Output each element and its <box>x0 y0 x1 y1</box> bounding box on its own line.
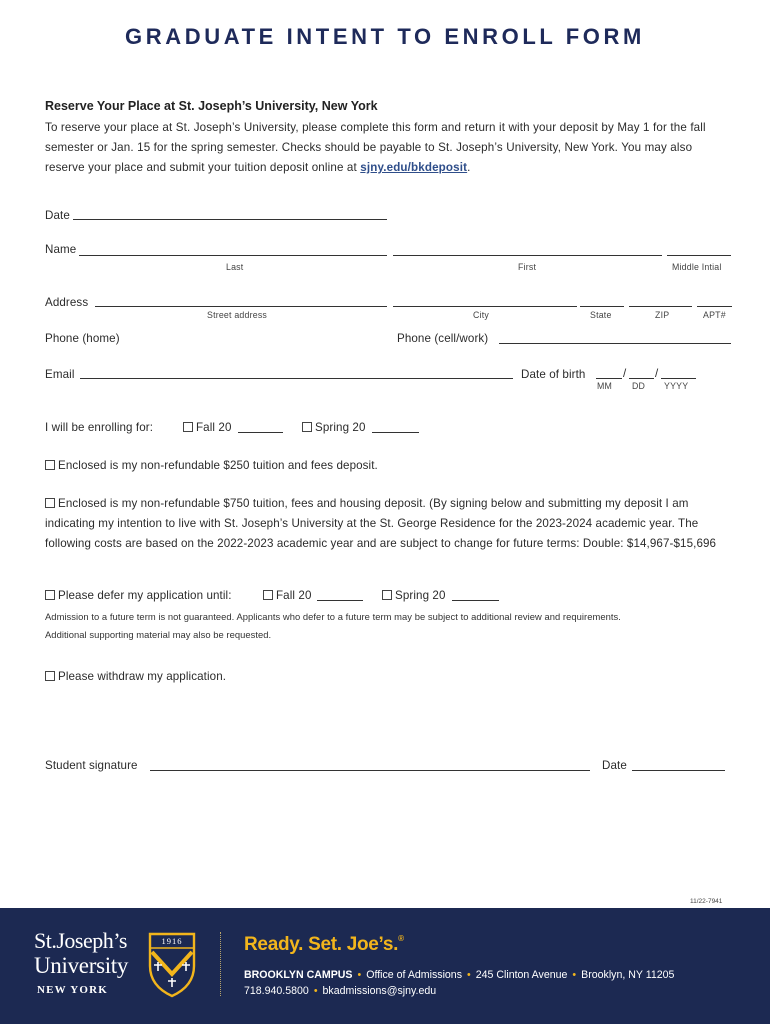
intro-text: To reserve your place at St. Joseph’s University, please complete this form and return it with your deposit by May 1 for the fall semester or Jan. 15 for the spring semester. Checks should be payable to St. Joseph’s University, New York. You may also reserve your place and submit your tuition deposit online at <box>45 121 706 174</box>
last-name-field[interactable] <box>79 255 387 256</box>
logo-line-3: NEW YORK <box>37 984 109 996</box>
office-name: Office of Admissions <box>366 969 462 981</box>
defer-fall-option[interactable] <box>263 589 312 602</box>
state-field[interactable] <box>580 306 624 307</box>
dob-slash-1: / <box>623 367 627 380</box>
checkbox-icon[interactable] <box>45 671 55 681</box>
defer-spring-option[interactable] <box>382 589 446 602</box>
deposit-250-option[interactable] <box>45 456 735 476</box>
withdraw-option[interactable] <box>45 670 226 683</box>
enroll-spring-option[interactable] <box>302 421 366 434</box>
logo-line-1: St.Joseph’s <box>34 928 127 953</box>
campus-name: BROOKLYN CAMPUS <box>244 969 353 981</box>
deposit-link[interactable]: sjny.edu/bkdeposit <box>360 161 468 174</box>
enroll-label: I will be enrolling for: <box>45 421 154 434</box>
phone-cell-label: Phone (cell/work) <box>397 332 489 345</box>
defer-option[interactable] <box>45 589 232 602</box>
address-label: Address <box>45 296 89 309</box>
dob-month-field[interactable] <box>596 378 622 379</box>
date-label: Date <box>45 209 70 222</box>
contact-info <box>244 967 674 999</box>
dd-caption: DD <box>632 381 646 391</box>
intro-paragraph <box>45 118 735 178</box>
defer-note-2: Additional supporting material may also be requested. <box>45 629 272 640</box>
first-caption: First <box>518 262 537 272</box>
street-field[interactable] <box>95 306 387 307</box>
signature-date-field[interactable] <box>632 770 725 771</box>
state-caption: State <box>590 310 612 320</box>
apt-caption: APT# <box>703 310 726 320</box>
first-name-field[interactable] <box>393 255 662 256</box>
checkbox-icon[interactable] <box>382 590 392 600</box>
defer-label: Please defer my application until: <box>58 589 232 602</box>
yyyy-caption: YYYY <box>664 381 689 391</box>
checkbox-icon[interactable] <box>263 590 273 600</box>
dob-year-field[interactable] <box>661 378 696 379</box>
zip-caption: ZIP <box>655 310 670 320</box>
city-field[interactable] <box>393 306 577 307</box>
tagline-text: Ready. Set. Joe’s. <box>244 934 399 955</box>
email-label: Email <box>45 368 75 381</box>
seal-year: 1916 <box>161 936 183 946</box>
enroll-spring-label: Spring 20 <box>315 421 366 434</box>
signature-label: Student signature <box>45 759 138 772</box>
deposit-750-text: Enclosed is my non-refundable $750 tuition, fees and housing deposit. (By signing below and submitting my deposit I am indicating my intention to live with St. Joseph’s University at the St. George Residence for the 2023-2024 academic year. The following costs are based on the 2022-2023 academic year and are subject to change for future terms: Double: $14,967-$15,696 <box>45 497 717 550</box>
zip-field[interactable] <box>629 306 692 307</box>
email-field[interactable] <box>80 378 513 379</box>
checkbox-icon[interactable] <box>302 422 312 432</box>
last-caption: Last <box>226 262 244 272</box>
enroll-fall-year-field[interactable] <box>238 432 283 433</box>
phone-home-label: Phone (home) <box>45 332 120 345</box>
name-label: Name <box>45 243 77 256</box>
street-address: 245 Clinton Avenue <box>475 969 568 981</box>
phone-cell-field[interactable] <box>499 343 731 344</box>
checkbox-icon[interactable] <box>183 422 193 432</box>
intro-heading: Reserve Your Place at St. Joseph’s University, New York <box>45 99 378 113</box>
enroll-spring-year-field[interactable] <box>372 432 419 433</box>
phone-number: 718.940.5800 <box>244 985 309 997</box>
form-code: 11/22-7941 <box>690 898 723 905</box>
withdraw-text: Please withdraw my application. <box>58 670 227 683</box>
checkbox-icon[interactable] <box>45 590 55 600</box>
tagline <box>244 934 404 956</box>
phone-home-field[interactable] <box>45 344 389 345</box>
contact-line-2: 718.940.5800 • bkadmissions@sjny.edu <box>244 985 437 997</box>
form-title: GRADUATE INTENT TO ENROLL FORM <box>125 24 645 49</box>
dob-day-field[interactable] <box>629 378 654 379</box>
signature-date-label: Date <box>602 759 627 772</box>
dob-slash-2: / <box>655 367 659 380</box>
deposit-250-text: Enclosed is my non-refundable $250 tuition and fees deposit. <box>58 459 378 472</box>
defer-fall-year-field[interactable] <box>317 600 363 601</box>
city-address: Brooklyn, NY 11205 <box>581 969 675 981</box>
middle-initial-field[interactable] <box>667 255 731 256</box>
middle-caption: Middle Intial <box>672 262 722 272</box>
email-address[interactable]: bkadmissions@sjny.edu <box>322 985 437 997</box>
signature-field[interactable] <box>150 770 590 771</box>
enroll-fall-label: Fall 20 <box>196 421 232 434</box>
defer-note-1: Admission to a future term is not guaranteed. Applicants who defer to a future term may be subject to additional review and requirements. <box>45 611 621 622</box>
mm-caption: MM <box>597 381 613 391</box>
dob-label: Date of birth <box>521 368 586 381</box>
city-caption: City <box>473 310 489 320</box>
deposit-750-option[interactable] <box>45 494 735 554</box>
apt-field[interactable] <box>697 306 732 307</box>
date-field[interactable] <box>73 219 387 220</box>
checkbox-icon[interactable] <box>45 498 55 508</box>
contact-line-1: BROOKLYN CAMPUS • Office of Admissions • 245 Clinton Avenue • Brooklyn, NY 11205 <box>244 969 675 981</box>
intro-end: . <box>467 161 471 174</box>
registered-mark: ® <box>398 934 404 943</box>
defer-fall-label: Fall 20 <box>276 589 312 602</box>
enroll-fall-option[interactable] <box>183 421 232 434</box>
checkbox-icon[interactable] <box>45 460 55 470</box>
street-caption: Street address <box>207 310 268 320</box>
defer-spring-year-field[interactable] <box>452 600 499 601</box>
logo-line-2: University <box>34 953 129 978</box>
footer-divider <box>220 932 221 996</box>
defer-spring-label: Spring 20 <box>395 589 446 602</box>
